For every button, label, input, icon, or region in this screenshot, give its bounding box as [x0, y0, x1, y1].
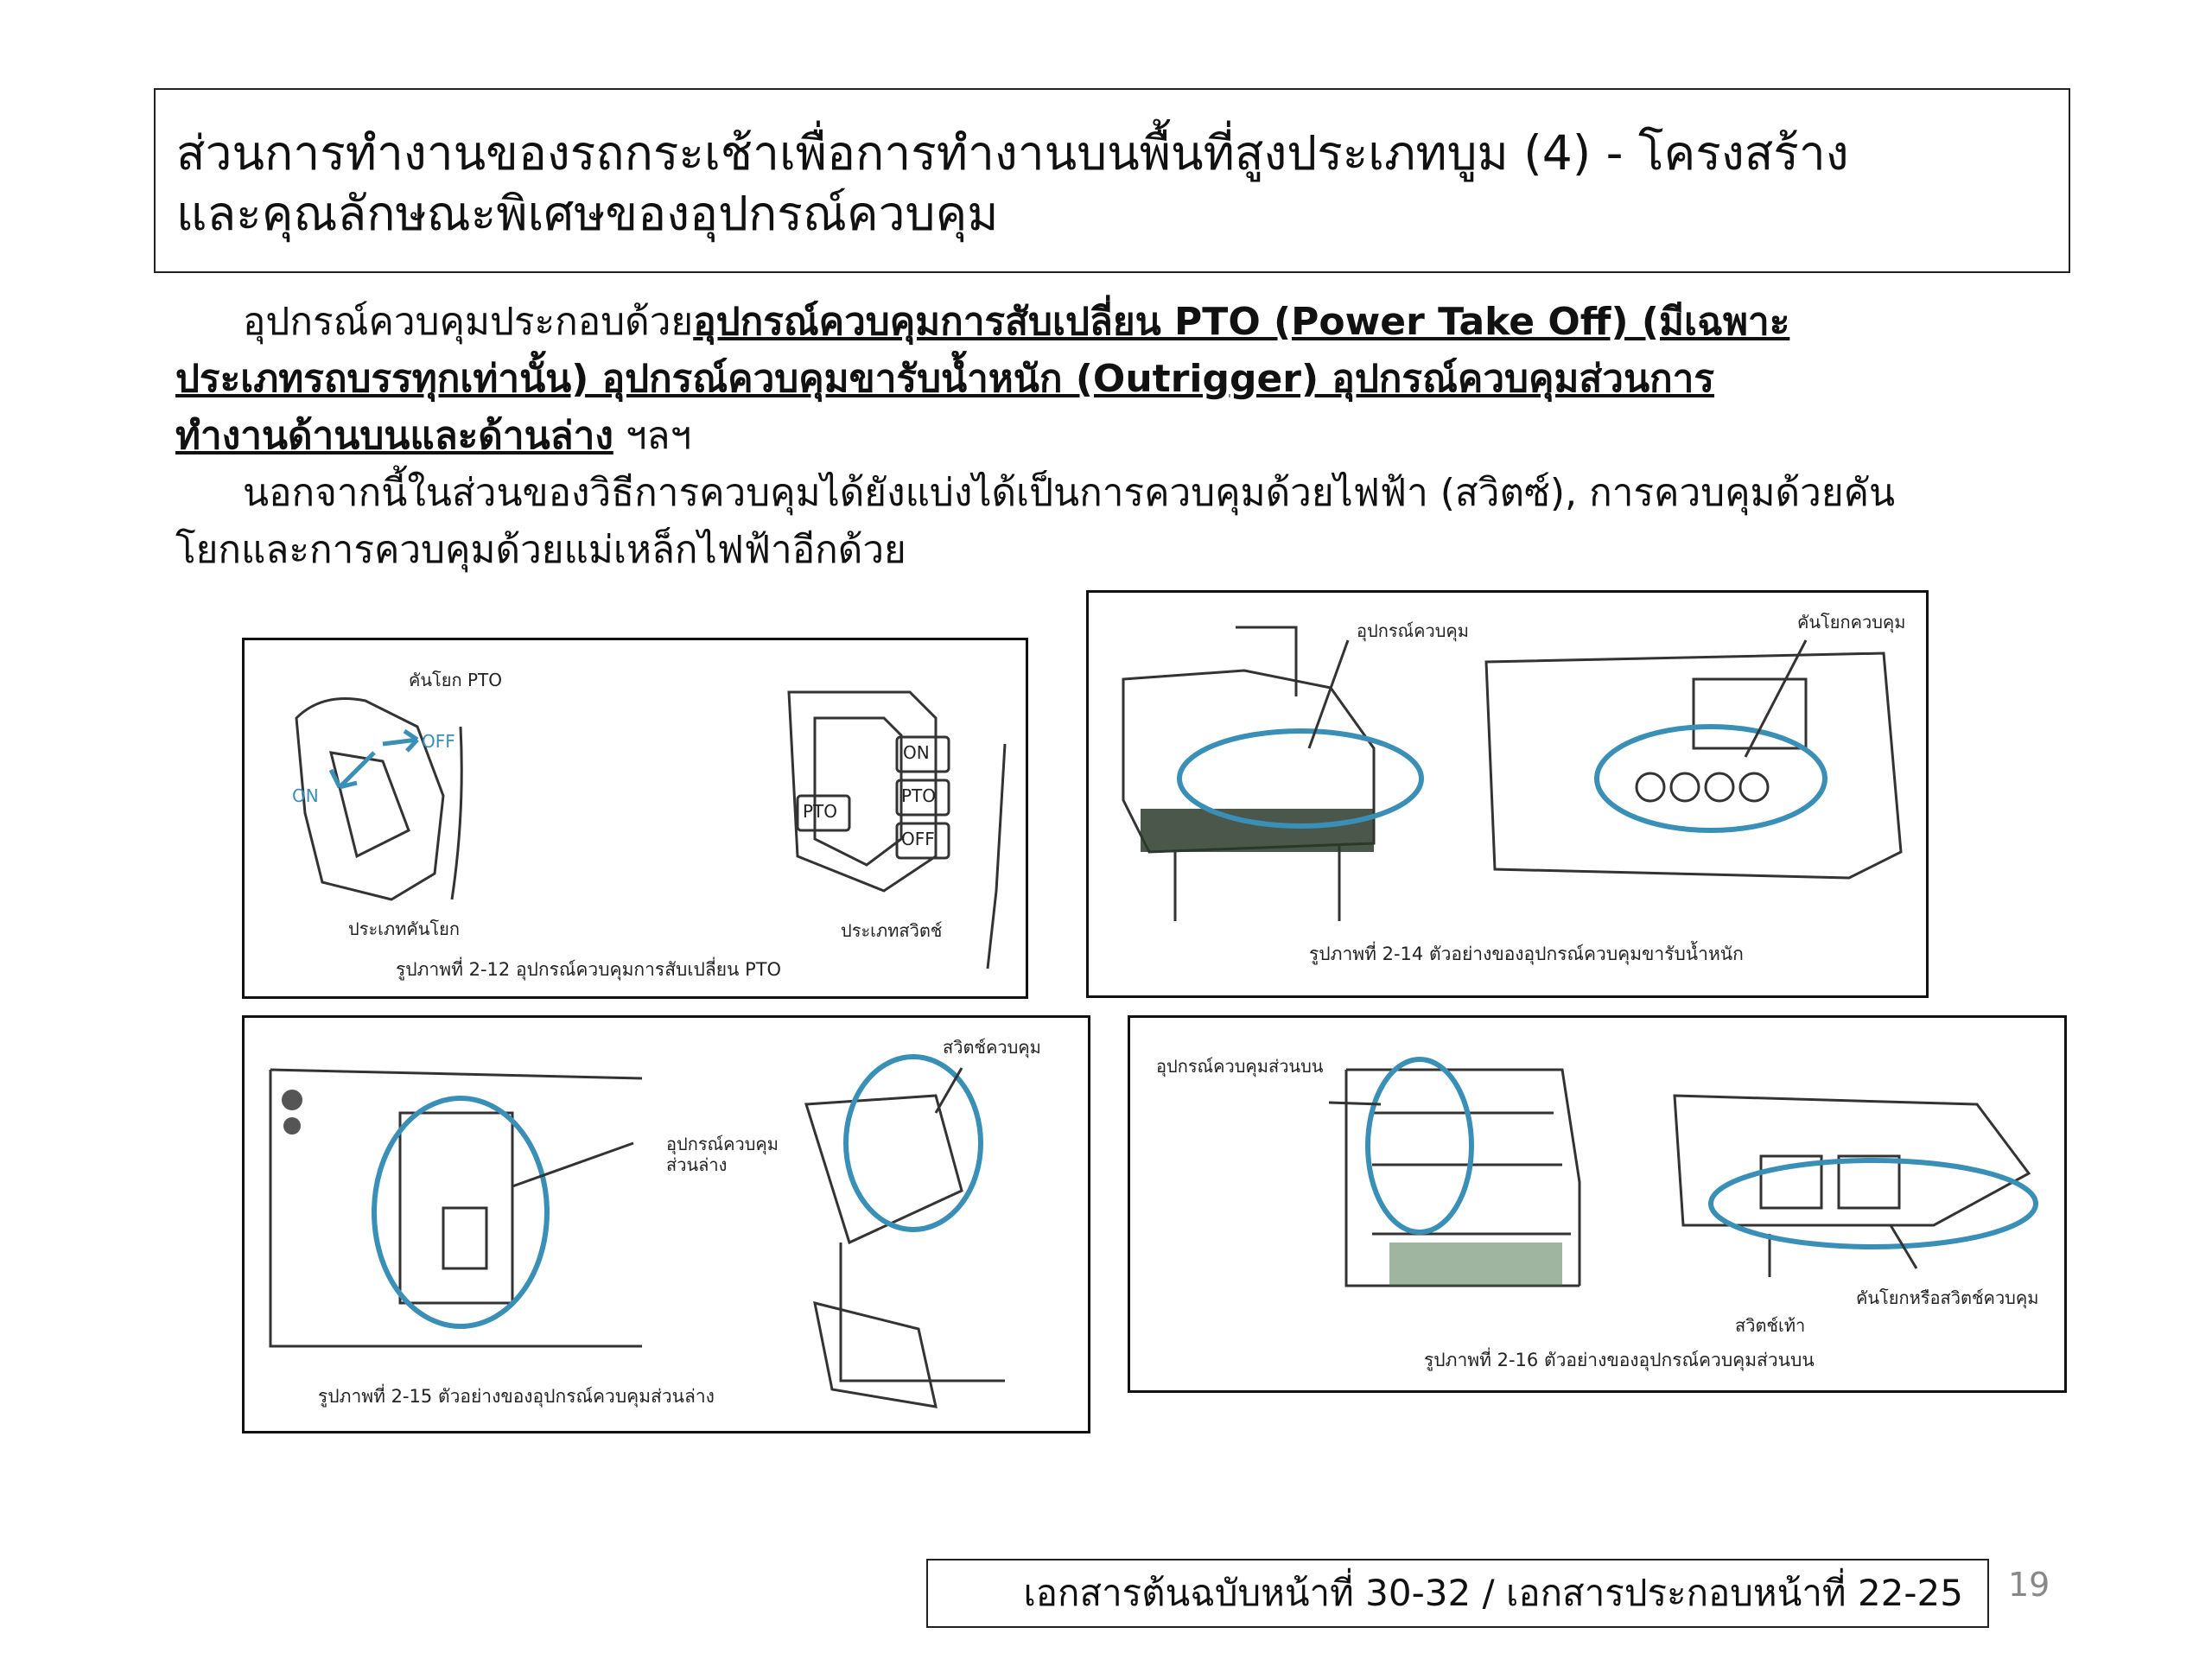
label-lower-control-1: อุปกรณ์ควบคุม	[666, 1134, 779, 1154]
label-lever-or-switch: คันโยกหรือสวิตช์ควบคุม	[1856, 1287, 2039, 1308]
switch-on: ON	[903, 742, 930, 763]
slide-title-line-2: และคุณลักษณะพิเศษของอุปกรณ์ควบคุม	[176, 186, 999, 241]
p1-bold-line-1: อุปกรณ์ควบคุมการสับเปลี่ยน PTO (Power Take Off) (มีเฉพาะ	[693, 300, 1790, 344]
body-text	[175, 294, 2145, 579]
caption-2-16: รูปภาพที่ 2-16 ตัวอย่างของอุปกรณ์ควบคุมส่วนบน	[1424, 1350, 1815, 1370]
label-upper-control: อุปกรณ์ควบคุมส่วนบน	[1156, 1056, 1324, 1077]
label-control-lever: คันโยกควบคุม	[1797, 612, 1906, 632]
lower-control-illustration	[245, 1018, 1090, 1433]
p1-tail: ฯลฯ	[613, 414, 692, 458]
label-off: OFF	[422, 731, 455, 752]
label-control-switch: สวิตช์ควบคุม	[943, 1037, 1041, 1058]
pto-illustration	[245, 640, 1028, 999]
switch-left-pto: PTO	[803, 801, 838, 822]
label-foot-switch: สวิตช์เท้า	[1735, 1315, 1806, 1336]
label-lever-pto: คันโยก PTO	[409, 670, 502, 690]
paragraph-1	[175, 294, 2145, 465]
caption-2-15: รูปภาพที่ 2-15 ตัวอย่างของอุปกรณ์ควบคุมส่วนล่าง	[318, 1386, 715, 1407]
slide-title-box	[154, 88, 2070, 273]
label-lever-type: ประเภทคันโยก	[348, 918, 461, 939]
figure-2-14-outrigger-control	[1086, 590, 1929, 998]
paragraph-2	[175, 465, 2145, 579]
label-switch-type: ประเภทสวิตช์	[841, 920, 943, 941]
p2-line-1: นอกจากนี้ในส่วนของวิธีการควบคุมได้ยังแบ่งได้เป็นการควบคุมด้วยไฟฟ้า (สวิตซ์), การควบคุมด้วยคัน	[243, 471, 1896, 515]
slide-title-line-1: ส่วนการทำงานของรถกระเช้าเพื่อการทำงานบนพื้นที่สูงประเภทบูม (4) - โครงสร้าง	[176, 125, 1849, 181]
label-on: ON	[292, 785, 319, 806]
p1-bold-line-2: ประเภทรถบรรทุกเท่านั้น) อุปกรณ์ควบคุมขารับน้ำหนัก (Outrigger) อุปกรณ์ควบคุมส่วนการ	[175, 357, 1715, 401]
caption-2-12: รูปภาพที่ 2-12 อุปกรณ์ควบคุมการสับเปลี่ยน PTO	[396, 959, 782, 980]
p1-plain: อุปกรณ์ควบคุมประกอบด้วย	[243, 300, 694, 344]
switch-off: OFF	[901, 829, 935, 849]
label-control-device: อุปกรณ์ควบคุม	[1357, 620, 1469, 641]
caption-2-14: รูปภาพที่ 2-14 ตัวอย่างของอุปกรณ์ควบคุมขารับน้ำหนัก	[1309, 944, 1744, 964]
outrigger-illustration	[1089, 593, 1929, 998]
switch-pto: PTO	[901, 785, 937, 806]
footer-reference: เอกสารต้นฉบับหน้าที่ 30-32 / เอกสารประกอบหน้าที่ 22-25	[926, 1559, 1989, 1628]
p1-bold-line-3: ทำงานด้านบนและด้านล่าง	[175, 414, 613, 458]
page-number: 19	[2008, 1566, 2050, 1604]
figure-2-15-lower-control	[242, 1015, 1090, 1433]
label-lower-control-2: ส่วนล่าง	[666, 1154, 728, 1175]
p2-line-2: โยกและการควบคุมด้วยแม่เหล็กไฟฟ้าอีกด้วย	[175, 528, 906, 572]
figure-2-16-upper-control	[1128, 1015, 2067, 1393]
figure-2-12-pto-switch	[242, 638, 1028, 999]
